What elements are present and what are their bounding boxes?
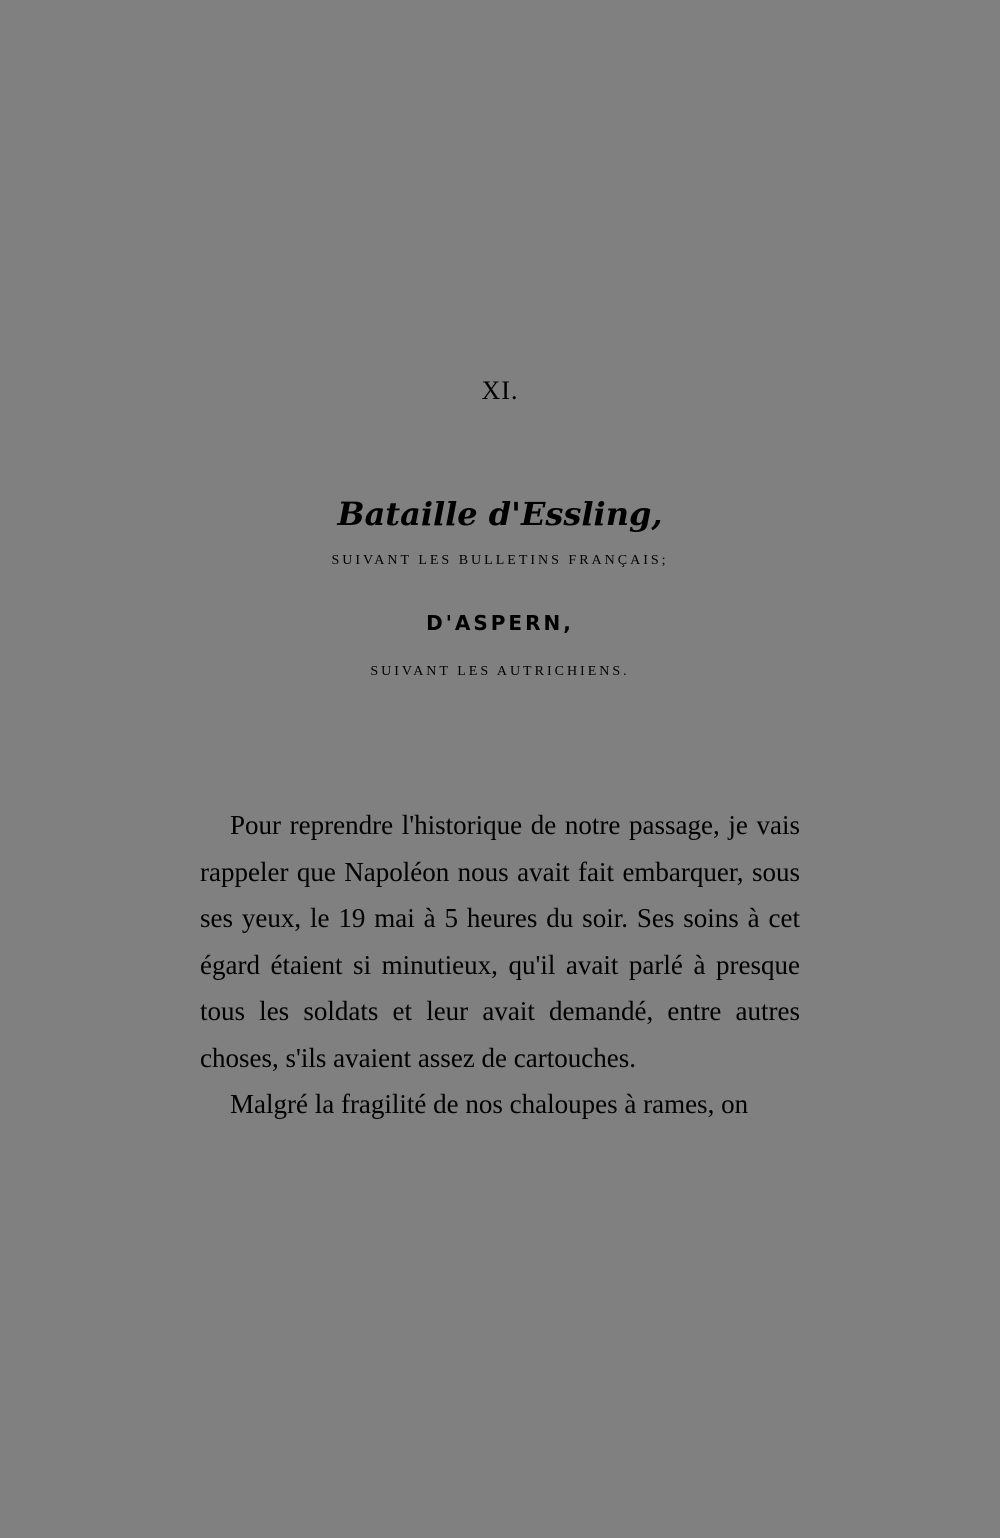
paragraph: Malgré la fragilité de nos chaloupes à rames, on <box>230 1089 749 1119</box>
paragraph: Pour reprendre l'historique de notre passage, je vais rappeler que Napoléon nous avait fait embarquer, sous ses yeux, le 19 mai à 5 heures du soir. Ses soins à cet égard étaient si minutieux, qu'il avait parlé à presque tous les soldats et leur avait demandé, entre autres choses, s'ils avaient assez de cartouches. <box>200 810 800 1073</box>
chapter-number: XI. <box>481 376 519 405</box>
chapter-subtitle-austrian: SUIVANT LES AUTRICHIENS. <box>370 664 630 679</box>
chapter-alt-title: D'ASPERN, <box>426 611 574 635</box>
chapter-subtitle-french: SUIVANT LES BULLETINS FRANÇAIS; <box>331 553 669 568</box>
chapter-title: Bataille d'Essling, <box>337 495 663 533</box>
body-text <box>200 802 800 1128</box>
